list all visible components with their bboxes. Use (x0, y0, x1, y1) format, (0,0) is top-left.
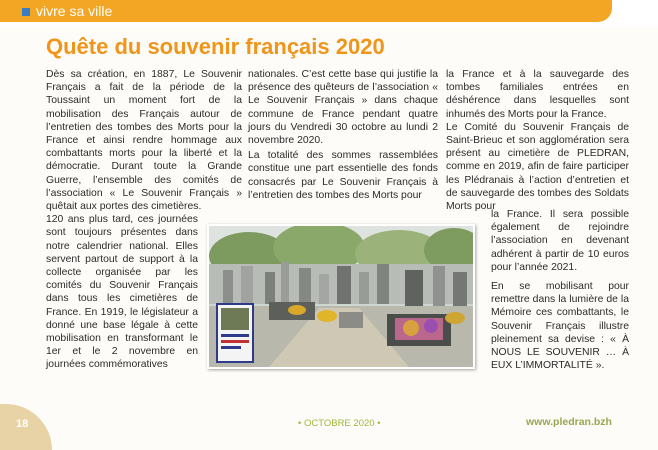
page-number-tab (0, 404, 52, 450)
paragraph: la France et à la sauvegarde des tombes familiales entrées en déshérence dans lesquelles sont inhumés des Morts pour la France. (446, 69, 629, 120)
website-link[interactable]: www.pledran.bzh (526, 416, 612, 428)
article-column-2 (248, 68, 438, 202)
section-label: vivre sa ville (36, 3, 113, 19)
cemetery-photo (207, 224, 475, 369)
paragraph: la France. Il sera possible également de rejoindre l’association en devenant adhérent à partir de 10 euros pour l’année 2021. (491, 209, 629, 273)
cemetery-illustration (209, 226, 473, 367)
article-column-3 (446, 68, 629, 213)
page-number: 18 (16, 418, 29, 430)
paragraph: Dès sa création, en 1887, Le Souvenir Français a fait de la période de la Toussaint un moment fort de la mobilisation des Français autour de l’entretien des tombes des Morts pour la France et ainsi rendre hommage aux combattants morts pour la liberté et la démocratie. Durant toute la Grande Guerre, l’ensemble des comités de l’association « Le Souvenir Français » quêtait aux portes des cimetières. (46, 69, 242, 213)
paragraph: La totalité des sommes rassemblées constitue une part essentielle des fonds consacrés par Le Souvenir Français à l’entretien des tombes des Morts pour (248, 150, 438, 201)
article-title: Quête du souvenir français 2020 (46, 34, 385, 59)
section-tab (0, 0, 612, 22)
paragraph: 120 ans plus tard, ces journées sont toujours présentes dans notre calendrier national. Elles servent partout de support à la collecte organisée par les comités du Souvenir Français dans tous les cimetières de France. En 1919, le législateur a donné une base légale à cette mobilisation en transformant le 1er et le 2 novembre en journées commémoratives (46, 214, 198, 371)
paragraph: nationales. C’est cette base qui justifie la présence des quêteurs de l’association « Le Souvenir Français » dans chaque commune de France pendant quatre jours du Vendredi 30 octobre au lundi 2 novembre 2020. (248, 69, 438, 147)
paragraph: En se mobilisant pour remettre dans la lumière de la Mémoire ces combattants, le Souvenir Français illustre pleinement sa devise : « À NOUS LE SOUVENIR … À EUX L’IMMORTALITÉ ». (491, 281, 629, 372)
section-header-bar (0, 0, 658, 26)
issue-date: • OCTOBRE 2020 • (298, 418, 381, 429)
article-column-4 (491, 208, 629, 372)
paragraph: Le Comité du Souvenir Français de Saint-Brieuc et son agglomération sera présent au cimetière de PLEDRAN, comme en 2019, afin de faire participer les Plédranais à l’action d’entretien et de sauvegarde des tombes des Soldats Morts pour (446, 121, 629, 213)
section-square-icon (22, 8, 30, 16)
